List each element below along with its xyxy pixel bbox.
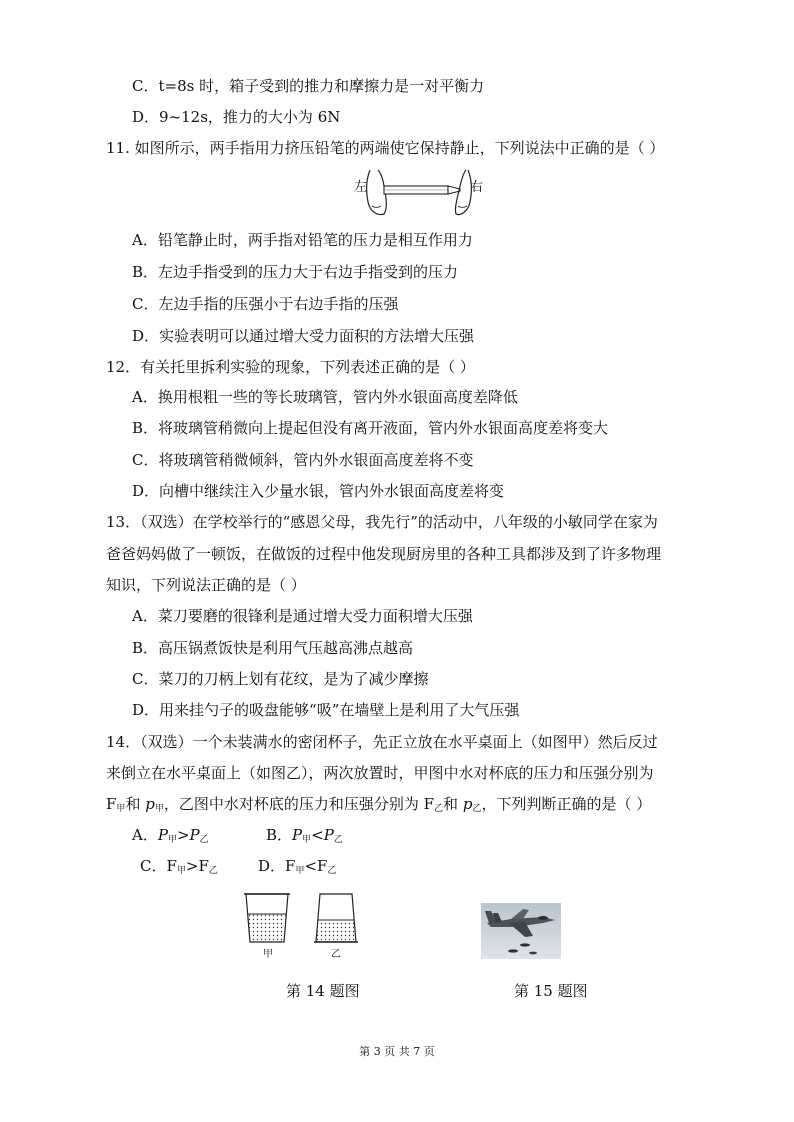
q14-option-a: A．$P_甲>P_乙$	[132, 826, 209, 845]
cups-figure	[240, 890, 380, 950]
q13-option-b: B．高压锅煮饭快是利用气压越高沸点越高	[132, 639, 414, 657]
q13-stem-line1: 13．（双选）在学校举行的“感恩父母，我先行”的活动中，八年级的小敏同学在家为	[106, 513, 658, 531]
q14-option-c: C．$F_甲>F_乙$	[140, 857, 218, 876]
page-number-footer: 第 3 页 共 7 页	[359, 1045, 435, 1058]
q12-option-d: D．向槽中继续注入少量水银，管内外水银面高度差将变	[132, 482, 505, 500]
inverted-cup-icon	[314, 894, 358, 942]
cup-label-yi: 乙	[331, 949, 341, 960]
pencil-figure-left-label: 左	[354, 180, 368, 195]
q12-option-a: A．换用根粗一些的等长玻璃管，管内外水银面高度差降低	[132, 388, 518, 406]
q11-stem: 11. 如图所示，两手指用力挤压铅笔的两端使它保持静止，下列说法中正确的是（ ）	[106, 139, 665, 157]
q11-option-d: D．实验表明可以通过增大受力面积的方法增大压强	[132, 327, 475, 345]
q11-option-a: A．铅笔静止时，两手指对铅笔的压力是相互作用力	[132, 231, 473, 249]
pencil-figure	[346, 168, 496, 218]
q11-option-c: C．左边手指的压强小于右边手指的压强	[132, 295, 399, 313]
pencil-figure-right-label: 右	[470, 180, 484, 195]
q14-option-b: B．$P_甲<P_乙$	[266, 826, 343, 845]
cup-label-jia: 甲	[263, 949, 273, 960]
q10-option-d: D．9~12s，推力的大小为 6N	[132, 108, 341, 126]
pencil-squeezed-by-fingers-icon	[346, 168, 496, 218]
q13-stem-line3: 知识，下列说法正确的是（ ）	[106, 576, 306, 594]
q11-option-b: B．左边手指受到的压力大于右边手指受到的压力	[132, 263, 459, 281]
q14-stem-line2: 来倒立在水平桌面上（如图乙），两次放置时，甲图中水对杯底的压力和压强分别为	[106, 764, 654, 782]
q12-stem: 12．有关托里拆利实验的现象，下列表述正确的是（ ）	[106, 358, 475, 376]
q14-option-d: D．$F_甲<F_乙$	[258, 857, 337, 876]
q12-option-c: C．将玻璃管稍微倾斜，管内外水银面高度差将不变	[132, 451, 474, 469]
upright-cup-icon	[244, 894, 290, 942]
figure-14-caption: 第 14 题图	[286, 982, 360, 1000]
q13-option-c: C．菜刀的刀柄上划有花纹，是为了减少摩擦	[132, 670, 429, 688]
fighter-jet-photo-icon	[481, 903, 561, 959]
q13-stem-line2: 爸爸妈妈做了一顿饭，在做饭的过程中他发现厨房里的各种工具都涉及到了许多物理	[106, 545, 662, 563]
q14-stem-line1: 14．（双选）一个未装满水的密闭杯子，先正立放在水平桌面上（如图甲）然后反过	[106, 733, 658, 751]
q10-option-c: C．t=8s 时，箱子受到的推力和摩擦力是一对平衡力	[132, 77, 485, 95]
q12-option-b: B．将玻璃管稍微向上提起但没有离开液面，管内外水银面高度差将变大	[132, 419, 609, 437]
figure-15-caption: 第 15 题图	[514, 982, 588, 1000]
q13-option-d: D．用来挂勺子的吸盘能够“吸”在墙壁上是利用了大气压强	[132, 701, 520, 719]
q14-stem-line3: $F_甲$和 $p_甲$，乙图中水对杯底的压力和压强分别为 $F_乙$和 $p_乙$，下列判断正确的是（ ）	[106, 795, 652, 814]
q13-option-a: A．菜刀要磨的很锋利是通过增大受力面积增大压强	[132, 607, 473, 625]
